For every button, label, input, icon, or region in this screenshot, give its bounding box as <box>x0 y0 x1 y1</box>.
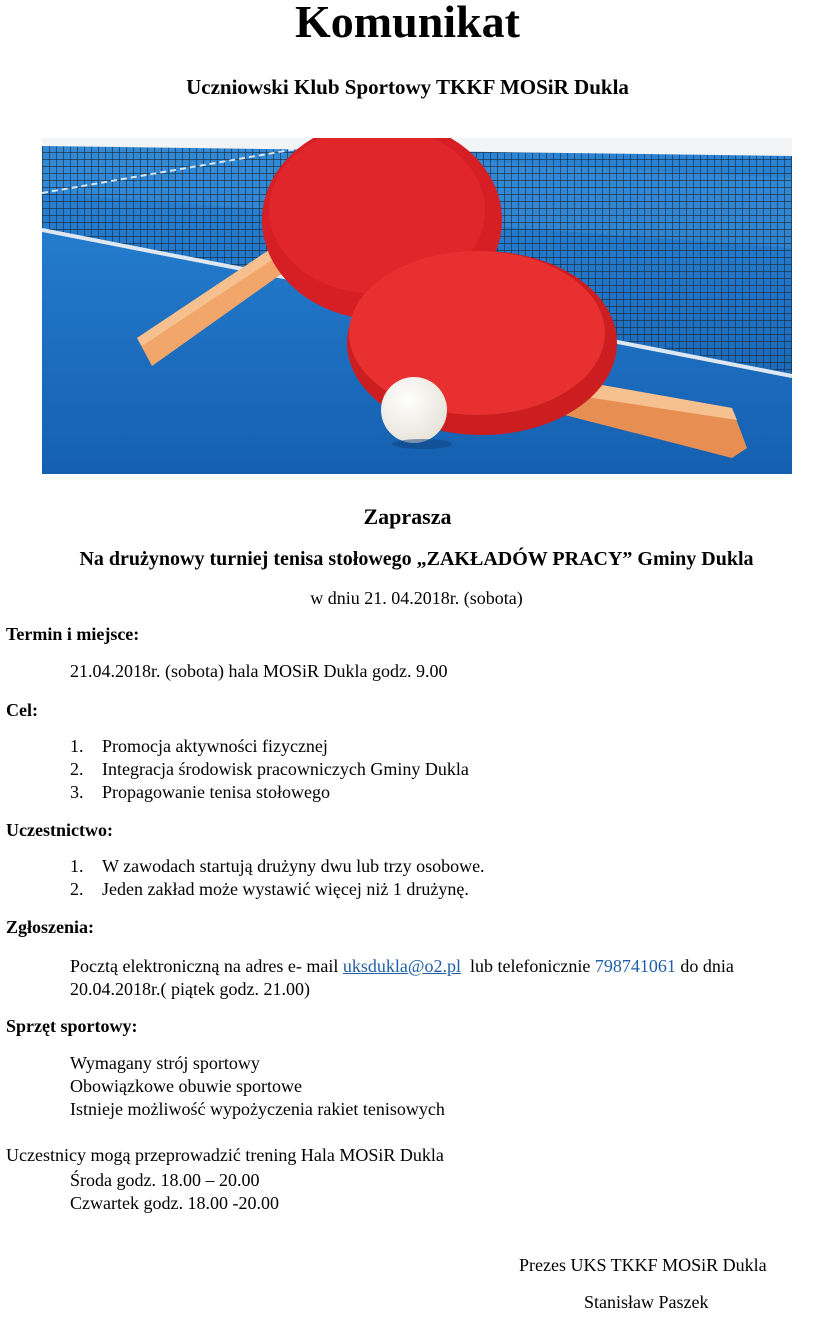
list-item <box>70 757 469 781</box>
section-heading-sprzet: Sprzęt sportowy: <box>6 1016 138 1036</box>
list-number: 2. <box>70 759 84 779</box>
zgloszenia-after: do dnia <box>675 956 734 976</box>
section-heading-uczestnictwo: Uczestnictwo: <box>6 820 113 840</box>
section-heading-cel: Cel: <box>6 700 38 720</box>
sprzet-line: Istnieje możliwość wypożyczenia rakiet tenisowych <box>70 1099 445 1119</box>
ball <box>381 377 447 443</box>
page-title: Komunikat <box>295 0 520 47</box>
club-name: Uczniowski Klub Sportowy TKKF MOSiR Dukla <box>186 75 629 99</box>
zgloszenia-deadline: 20.04.2018r.( piątek godz. 21.00) <box>70 979 310 999</box>
list-number: 2. <box>70 879 84 899</box>
list-text: Jeden zakład może wystawić więcej niż 1 drużynę. <box>102 879 469 899</box>
section-heading-termin: Termin i miejsce: <box>6 624 140 644</box>
list-item <box>70 877 469 901</box>
section-heading-zgloszenia: Zgłoszenia: <box>6 917 94 937</box>
event-title: Na drużynowy turniej tenisa stołowego „ZAKŁADÓW PRACY” Gminy Dukla <box>79 548 754 570</box>
list-text: Promocja aktywności fizycznej <box>102 736 328 756</box>
trening-line: Środa godz. 18.00 – 20.00 <box>70 1170 260 1190</box>
signature-name: Stanisław Paszek <box>584 1292 709 1312</box>
zgloszenia-before: Pocztą elektroniczną na adres e- mail <box>70 956 343 976</box>
event-date: w dniu 21. 04.2018r. (sobota) <box>310 588 523 608</box>
trening-line: Czwartek godz. 18.00 -20.00 <box>70 1193 279 1213</box>
list-text: W zawodach startują drużyny dwu lub trzy osobowe. <box>102 856 485 876</box>
table-tennis-photo <box>42 138 792 474</box>
phone-number[interactable]: 798741061 <box>594 956 676 976</box>
signature-role: Prezes UKS TKKF MOSiR Dukla <box>519 1255 767 1275</box>
list-text: Propagowanie tenisa stołowego <box>102 782 330 802</box>
termin-text: 21.04.2018r. (sobota) hala MOSiR Dukla godz. 9.00 <box>70 661 448 681</box>
sprzet-line: Wymagany strój sportowy <box>70 1053 260 1073</box>
list-number: 1. <box>70 856 84 876</box>
zgloszenia-text <box>70 954 734 978</box>
list-item <box>70 854 485 878</box>
zgloszenia-middle: lub telefonicznie <box>460 956 595 976</box>
list-item <box>70 780 330 804</box>
list-text: Integracja środowisk pracowniczych Gminy Dukla <box>102 759 469 779</box>
trening-text: Uczestnicy mogą przeprowadzić trening Hala MOSiR Dukla <box>6 1145 444 1165</box>
list-number: 1. <box>70 736 84 756</box>
list-number: 3. <box>70 782 84 802</box>
email-link[interactable]: uksdukla@o2.pl <box>342 956 461 976</box>
sprzet-line: Obowiązkowe obuwie sportowe <box>70 1076 302 1096</box>
list-item <box>70 734 328 758</box>
invite-heading: Zaprasza <box>363 504 452 529</box>
